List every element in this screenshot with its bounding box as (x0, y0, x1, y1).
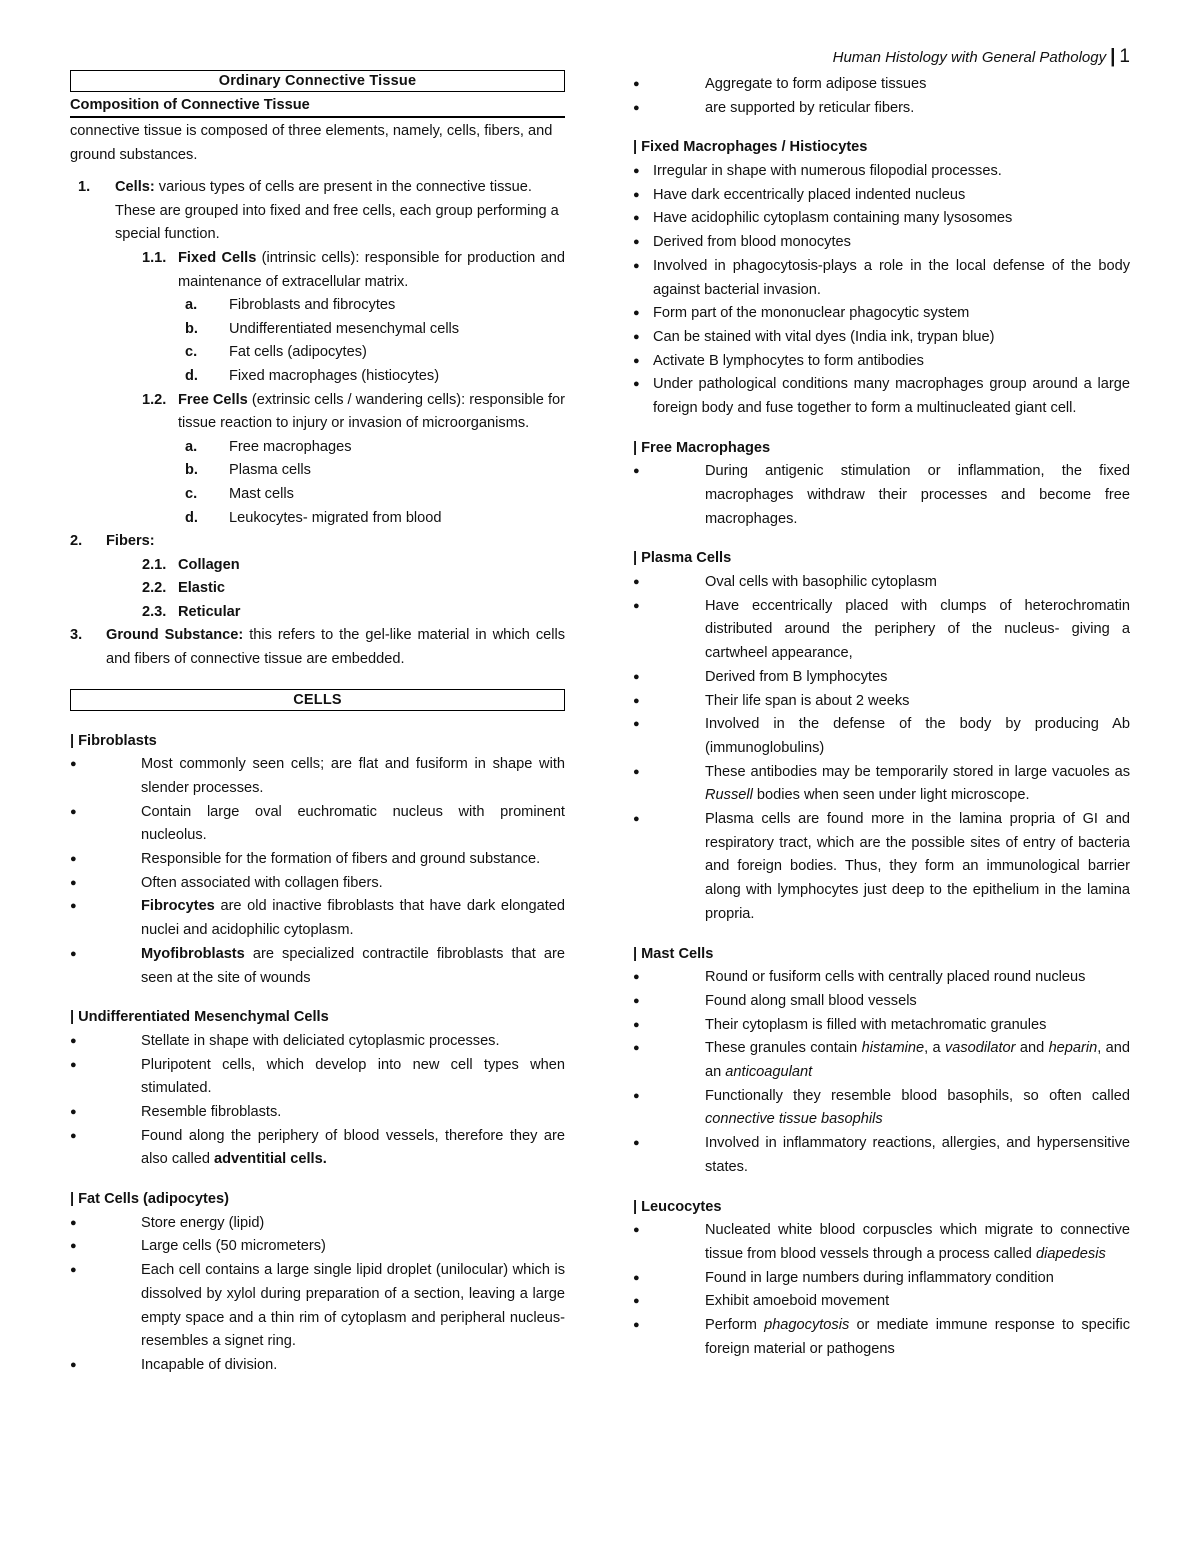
list-item: ● Form part of the mononuclear phagocytic system (633, 305, 970, 322)
list-item (70, 601, 565, 625)
item-text: Fixed macrophages (histiocytes) (229, 367, 440, 384)
item-text: Free macrophages (229, 438, 352, 455)
item-label: Cells: (115, 179, 155, 196)
item-letter: a. (185, 297, 198, 314)
intro-paragraph: connective tissue is composed of three elements, namely, cells, fibers, and ground substances. (70, 123, 553, 163)
list-item: ● Incapable of division. (70, 1356, 278, 1373)
item-text: Store energy (lipid) (141, 1214, 265, 1231)
list-item (70, 176, 565, 247)
list-item: ● Contain large oval euchromatic nucleus with prominent nucleolus. (70, 803, 565, 844)
list-item: ● Most commonly seen cells; are flat and fusiform in shape with slender processes. (70, 756, 565, 796)
item-text: Derived from B lymphocytes (705, 668, 888, 685)
item-text: Under pathological conditions many macrophages group around a large foreign body and fuse together to form a multinucleated giant cell. (653, 376, 1130, 417)
item-letter: c. (185, 344, 198, 361)
item-text: Activate B lymphocytes to form antibodies (653, 352, 924, 369)
list-item: ● Store energy (lipid) (70, 1214, 265, 1231)
page-number: 1 (1119, 46, 1130, 67)
item-text: Involved in the defense of the body by producing Ab (immunoglobulins) (705, 716, 1130, 756)
list-item: ● are supported by reticular fibers. (633, 99, 915, 116)
item-text: Leukocytes- migrated from blood (229, 509, 442, 526)
bullet-list (633, 966, 1130, 1179)
item-text: Reticular (178, 603, 241, 620)
list-item (70, 530, 565, 554)
item-text: Aggregate to form adipose tissues (705, 76, 927, 92)
list-item: ● Responsible for the formation of fibers and ground substance. (70, 851, 541, 868)
section-title: | Plasma Cells (633, 550, 732, 567)
section-title: | Free Macrophages (633, 439, 771, 456)
list-item: ● Oval cells with basophilic cytoplasm (633, 574, 937, 591)
item-text: Stellate in shape with deliciated cytoplasmic processes. (141, 1032, 500, 1049)
item-letter: b. (185, 462, 198, 479)
list-item: ● Found along small blood vessels (633, 992, 917, 1009)
item-text: (intrinsic cells): responsible for production and maintenance of extracellular matrix. (178, 249, 565, 290)
item-text: various types of cells are present in the connective tissue. These are grouped into fixed and free cells, each group performing a special function. (115, 179, 559, 243)
list-item (70, 507, 565, 531)
item-text: Most commonly seen cells; are flat and fusiform in shape with slender processes. (141, 756, 565, 796)
list-item: ● Round or fusiform cells with centrally placed round nucleus (633, 969, 1086, 986)
item-text: are supported by reticular fibers. (705, 99, 915, 116)
item-text: Nucleated white blood corpuscles which migrate to connective tissue from blood vessels through a process called (705, 1222, 1130, 1262)
list-item: ● Perform phagocytosis or mediate immune response to specific foreign material or pathogens (633, 1316, 1130, 1357)
item-text: Mast cells (229, 485, 294, 502)
item-term: diapedesis (1035, 1245, 1106, 1262)
list-item (70, 624, 565, 671)
item-term: phagocytosis (764, 1316, 850, 1333)
bullet-list (70, 1030, 565, 1172)
item-text: or mediate immune response to specific foreign material or pathogens (705, 1316, 1130, 1357)
item-number: 1.2. (142, 391, 167, 408)
subheading: Composition of Connective Tissue (70, 94, 565, 118)
item-term: Russell (705, 787, 753, 804)
item-text: Collagen (178, 556, 240, 573)
item-letter: c. (185, 485, 198, 502)
item-term: Myofibroblasts (141, 945, 245, 962)
list-item: ● Have acidophilic cytoplasm containing many lysosomes (633, 210, 1013, 227)
right-column (633, 73, 1130, 1361)
item-label: Fixed Cells (178, 249, 257, 266)
list-item (70, 554, 565, 578)
list-item (70, 294, 565, 318)
item-text: Undifferentiated mesenchymal cells (229, 320, 460, 337)
list-item: ● Involved in phagocytosis-plays a role in the local defense of the body against bacterial invasion. (633, 257, 1130, 298)
list-item: ● Often associated with collagen fibers. (70, 874, 383, 891)
item-term: connective tissue basophils (705, 1111, 883, 1128)
item-text: Resemble fibroblasts. (141, 1103, 282, 1120)
list-item: ● Irregular in shape with numerous filopodial processes. (633, 163, 1002, 179)
item-letter: b. (185, 320, 198, 337)
item-text: During antigenic stimulation or inflammation, the fixed macrophages withdraw their processes and become free macrophages. (705, 463, 1130, 527)
item-number: 1.1. (142, 249, 167, 266)
item-text: this refers to the gel-like material in which cells and fibers of connective tissue are embedded. (106, 627, 566, 668)
item-text: Have dark eccentrically placed indented nucleus (653, 186, 966, 203)
item-label: Free Cells (178, 391, 248, 408)
item-text: Irregular in shape with numerous filopodial processes. (653, 163, 1002, 179)
item-text: Plasma cells (229, 462, 311, 479)
item-text: Form part of the mononuclear phagocytic system (653, 305, 970, 322)
item-text: Contain large oval euchromatic nucleus with prominent nucleolus. (141, 803, 565, 844)
item-text: are specialized contractile fibroblasts that are seen at the site of wounds (141, 945, 565, 986)
list-item: ● Pluripotent cells, which develop into new cell types when stimulated. (70, 1056, 565, 1097)
list-item: ● Have eccentrically placed with clumps of heterochromatin distributed around the periphery of the nucleus- giving a cartwheel appearance, (633, 597, 1130, 662)
list-item (70, 577, 565, 601)
item-text: Pluripotent cells, which develop into new cell types when stimulated. (141, 1056, 565, 1097)
running-title: Human Histology with General Pathology (832, 49, 1107, 66)
item-term: histamine (861, 1040, 925, 1057)
bullet-list (70, 1212, 565, 1378)
item-text: Their cytoplasm is filled with metachromatic granules (705, 1016, 1047, 1033)
list-item: ● Plasma cells are found more in the lamina propria of GI and respiratory tract, which are the possible sites of entry of bacteria and foreign bodies. Thus, they form an immunological barrier along with lymphocytes just deep to the epithelium in the lamina propria. (633, 811, 1130, 922)
item-term: adventitial cells. (214, 1151, 327, 1168)
item-text: Exhibit amoeboid movement (705, 1293, 890, 1310)
item-text: These antibodies may be temporarily stored in large vacuoles as (705, 763, 1130, 780)
page-header (833, 46, 1130, 68)
item-text: Have acidophilic cytoplasm containing many lysosomes (653, 210, 1013, 227)
bullet-list (70, 753, 565, 990)
list-item: ● Found in large numbers during inflammatory condition (633, 1269, 1054, 1286)
item-letter: d. (185, 367, 198, 384)
item-text: Fibroblasts and fibrocytes (229, 297, 396, 314)
bullet-list (633, 571, 1130, 927)
list-item (70, 318, 565, 342)
bullet-list (633, 460, 1130, 531)
item-text: Derived from blood monocytes (653, 234, 851, 251)
list-item: ● Each cell contains a large single lipid droplet (unilocular) which is dissolved by xylol during preparation of a section, leaving a large empty space and a thin rim of cytoplasm and peripheral nucleus-resembles a signet ring. (70, 1262, 565, 1350)
item-letter: d. (185, 509, 198, 526)
list-item: ● Their life span is about 2 weeks (633, 692, 910, 709)
list-item: ● Large cells (50 micrometers) (70, 1238, 326, 1255)
item-text: Found along the periphery of blood vessels, therefore they are also called (141, 1127, 565, 1168)
item-text: Large cells (50 micrometers) (141, 1238, 326, 1255)
section-title: | Fat Cells (adipocytes) (70, 1191, 229, 1208)
item-text: Involved in phagocytosis-plays a role in the local defense of the body against bacterial invasion. (653, 257, 1130, 298)
section-title: | Mast Cells (633, 945, 714, 962)
list-item: ● Their cytoplasm is filled with metachromatic granules (633, 1016, 1047, 1033)
list-item: ● Can be stained with vital dyes (India ink, trypan blue) (633, 328, 995, 345)
section-box-heading: Ordinary Connective Tissue (70, 70, 565, 92)
list-item (70, 247, 565, 294)
list-item: ● Functionally they resemble blood basophils, so often called connective tissue basophils (633, 1087, 1130, 1128)
item-text: Incapable of division. (141, 1356, 278, 1373)
item-term: Fibrocytes (141, 898, 215, 915)
list-item (70, 341, 565, 365)
bullet-list (633, 160, 1130, 421)
section-title: | Fibroblasts (70, 732, 157, 749)
item-text: Can be stained with vital dyes (India ink, trypan blue) (653, 328, 995, 345)
item-text: Have eccentrically placed with clumps of heterochromatin distributed around the periphery of the nucleus- giving a cartwheel appearance, (705, 597, 1130, 662)
list-item: ● Fibrocytes are old inactive fibroblasts that have dark elongated nuclei and acidophilic cytoplasm. (70, 898, 565, 939)
list-item: ● These antibodies may be temporarily stored in large vacuoles as Russell bodies when seen under light microscope. (633, 763, 1130, 804)
item-number: 1. (78, 179, 91, 196)
list-item: ● Under pathological conditions many macrophages group around a large foreign body and fuse together to form a multinucleated giant cell. (633, 376, 1130, 417)
item-text: Round or fusiform cells with centrally placed round nucleus (705, 969, 1086, 986)
item-number: 2.2. (142, 580, 167, 597)
list-item (70, 459, 565, 483)
bullet-list (633, 1219, 1130, 1361)
list-item: ● Activate B lymphocytes to form antibodies (633, 352, 924, 369)
item-text: Fat cells (adipocytes) (229, 344, 367, 361)
list-item (70, 389, 565, 436)
list-item: ● Involved in inflammatory reactions, allergies, and hypersensitive states. (633, 1135, 1130, 1175)
section-title: | Leucocytes (633, 1198, 722, 1215)
item-text: Their life span is about 2 weeks (705, 692, 910, 709)
item-text: Elastic (178, 580, 226, 597)
item-text: Plasma cells are found more in the lamina propria of GI and respiratory tract, which are the possible sites of entry of bacteria and foreign bodies. Thus, they form an immunological barrier along with lymphocytes just deep to the epithelium in the lamina propria. (705, 811, 1130, 922)
item-label: Ground Substance: (106, 627, 244, 644)
item-text: These granules contain (705, 1040, 862, 1057)
item-label: Fibers: (106, 533, 155, 550)
section-title: | Undifferentiated Mesenchymal Cells (70, 1009, 329, 1026)
left-column (70, 70, 565, 1378)
item-text: Often associated with collagen fibers. (141, 874, 383, 891)
item-term: heparin (1048, 1040, 1098, 1057)
list-item: ● Involved in the defense of the body by producing Ab (immunoglobulins) (633, 716, 1130, 756)
item-number: 3. (70, 627, 83, 644)
item-term: vasodilator (944, 1040, 1016, 1057)
list-item: ● Stellate in shape with deliciated cytoplasmic processes. (70, 1032, 500, 1049)
item-letter: a. (185, 438, 198, 455)
header-separator: | (1110, 46, 1116, 67)
list-item: ● Myofibroblasts are specialized contractile fibroblasts that are seen at the site of wounds (70, 945, 565, 986)
composition-list (70, 176, 565, 671)
list-item: ● During antigenic stimulation or inflammation, the fixed macrophages withdraw their processes and become free macrophages. (633, 463, 1130, 527)
item-text: and (1015, 1040, 1049, 1057)
item-text: Found in large numbers during inflammatory condition (705, 1269, 1054, 1286)
list-item: ● Derived from blood monocytes (633, 234, 851, 251)
item-number: 2.3. (142, 603, 167, 620)
item-text: , and an (705, 1040, 1130, 1080)
item-text: , a (924, 1040, 945, 1057)
list-item: ● Exhibit amoeboid movement (633, 1293, 890, 1310)
list-item: ● Have dark eccentrically placed indented nucleus (633, 186, 966, 203)
item-text: Perform (705, 1316, 765, 1333)
list-item (70, 483, 565, 507)
bullet-list (633, 73, 1130, 120)
item-text: bodies when seen under light microscope. (752, 787, 1030, 804)
item-text: Responsible for the formation of fibers and ground substance. (141, 851, 541, 868)
list-item: ● Resemble fibroblasts. (70, 1103, 282, 1120)
item-text: Involved in inflammatory reactions, allergies, and hypersensitive states. (705, 1135, 1130, 1175)
list-item: ● Aggregate to form adipose tissues (633, 76, 927, 92)
item-number: 2. (70, 533, 83, 550)
list-item: ● Nucleated white blood corpuscles which migrate to connective tissue from blood vessels through a process called diapedesis (633, 1222, 1130, 1262)
item-text: are old inactive fibroblasts that have dark elongated nuclei and acidophilic cytoplasm. (141, 898, 565, 939)
list-item: ● Found along the periphery of blood vessels, therefore they are also called adventitial cells. (70, 1127, 565, 1168)
list-item: ● Derived from B lymphocytes (633, 668, 888, 685)
item-text: Functionally they resemble blood basophils, so often called (705, 1087, 1130, 1104)
list-item: ● These granules contain histamine, a vasodilator and heparin, and an anticoagulant (633, 1040, 1130, 1080)
item-text: Each cell contains a large single lipid droplet (unilocular) which is dissolved by xylol during preparation of a section, leaving a large empty space and a thin rim of cytoplasm and peripheral nucleus-resembles a signet ring. (141, 1262, 565, 1350)
item-text: Found along small blood vessels (705, 992, 917, 1009)
list-item (70, 436, 565, 460)
list-item (70, 365, 565, 389)
item-term: anticoagulant (725, 1063, 813, 1080)
section-box-heading: CELLS (70, 689, 565, 711)
item-text: (extrinsic cells / wandering cells): responsible for tissue reaction to injury or invasion of microorganisms. (178, 391, 565, 432)
item-text: Oval cells with basophilic cytoplasm (705, 574, 937, 591)
section-title: | Fixed Macrophages / Histiocytes (633, 139, 868, 156)
item-number: 2.1. (142, 556, 167, 573)
